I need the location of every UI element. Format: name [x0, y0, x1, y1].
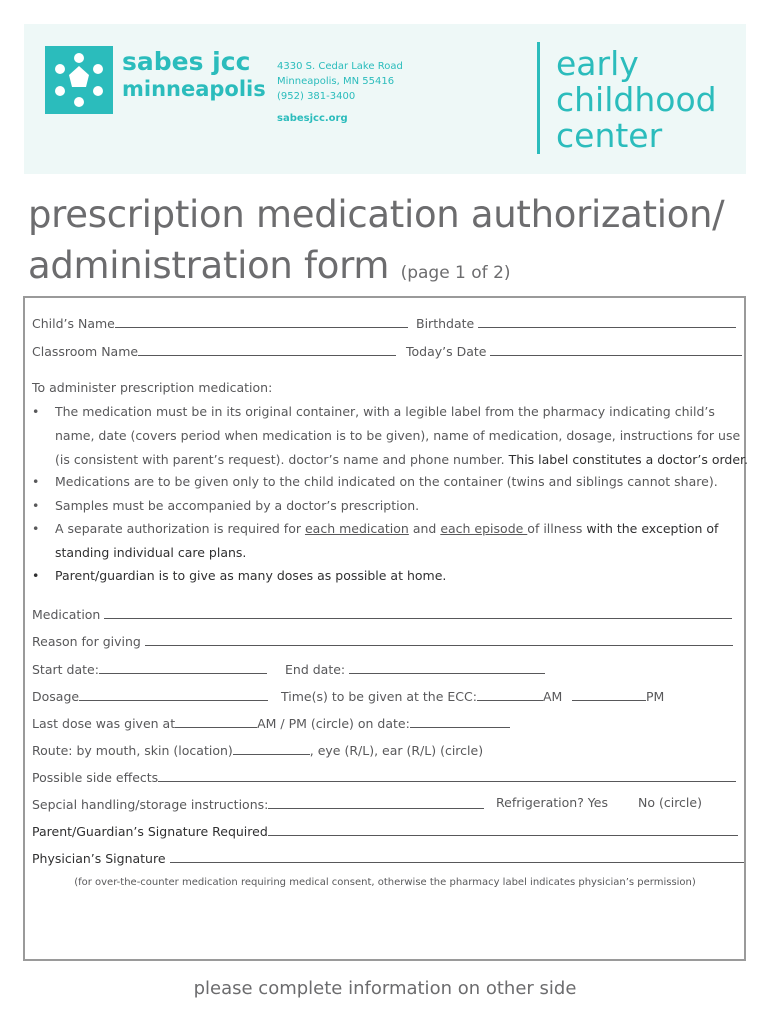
bullet-1-line-1: The medication must be in its original container, with a legible label from the pharmacy indicating child’s [55, 404, 715, 419]
birthdate-label: Birthdate [416, 316, 475, 331]
bullet-4-marker: • [32, 521, 40, 536]
dosage-input[interactable] [79, 687, 268, 701]
birthdate-input[interactable] [478, 314, 736, 328]
address-line-2: Minneapolis, MN 55416 [277, 76, 395, 87]
last-dose-field[interactable] [32, 714, 510, 731]
doctors-order-note: This label constitutes a doctor’s order. [504, 452, 748, 467]
refrigeration-no-option[interactable]: No (circle) [638, 795, 702, 810]
bullet-1-line-2: name, date (covers period when medication is to be given), name of medication, dosage, instructions for use [55, 428, 741, 443]
center-line-3: center [556, 116, 663, 155]
special-handling-input[interactable] [268, 795, 484, 809]
bullet-4-text-c: of illness [527, 521, 583, 536]
form-title [28, 189, 724, 299]
page-indicator: (page 1 of 2) [400, 263, 511, 283]
website-link[interactable]: sabesjcc.org [277, 113, 348, 124]
end-date-input[interactable] [349, 660, 545, 674]
side-effects-label: Possible side effects [32, 770, 159, 785]
each-medication-text: each medication [304, 521, 409, 536]
pm-time-field[interactable] [572, 687, 664, 704]
medication-label: Medication [32, 607, 101, 622]
bullet-5-text: Parent/guardian is to give as many doses as possible at home. [55, 568, 447, 583]
bullet-5-marker: • [32, 568, 40, 583]
address-block [277, 59, 403, 126]
bullet-4-line-1 [55, 521, 718, 536]
bullet-2-text: Medications are to be given only to the child indicated on the container (twins and siblings cannot share). [55, 474, 718, 489]
refrigeration-label: Refrigeration? Yes [496, 795, 608, 810]
reason-label: Reason for giving [32, 634, 141, 649]
logo-line-1: sabes jcc [122, 47, 251, 76]
center-name [556, 46, 717, 154]
route-label: Route: by mouth, skin (location) [32, 743, 233, 758]
special-handling-label: Sepcial handling/storage instructions: [32, 797, 269, 812]
instructions-intro: To administer prescription medication: [32, 380, 273, 395]
logo-line-2: minneapolis [122, 77, 266, 101]
bullet-1-marker: • [32, 404, 40, 419]
dosage-label: Dosage [32, 689, 80, 704]
special-handling-field[interactable] [32, 795, 484, 812]
bullet-1-line-3-text: (is consistent with parent’s request). doctor’s name and phone number. [55, 452, 505, 467]
childs-name-label: Child’s Name [32, 316, 115, 331]
center-line-2: childhood [556, 80, 717, 119]
childs-name-field[interactable] [32, 314, 408, 331]
route-options-label: , eye (R/L), ear (R/L) (circle) [309, 743, 484, 758]
bullet-4-text-a: A separate authorization is required for [55, 521, 305, 536]
bullet-3-text: Samples must be accompanied by a doctor’s prescription. [55, 498, 420, 513]
times-field[interactable] [281, 687, 562, 704]
pm-label: PM [646, 689, 665, 704]
physician-signature-input[interactable] [170, 849, 744, 863]
pm-time-input[interactable] [572, 687, 646, 701]
am-time-input[interactable] [477, 687, 543, 701]
organization-logo-text [122, 48, 266, 102]
address-line-1: 4330 S. Cedar Lake Road [277, 61, 403, 72]
title-line-2: administration form [28, 244, 390, 287]
side-effects-field[interactable] [32, 768, 736, 785]
parent-signature-field[interactable] [32, 822, 738, 839]
start-date-input[interactable] [99, 660, 267, 674]
bullet-4-line-2: standing individual care plans. [55, 545, 247, 560]
start-date-field[interactable] [32, 660, 267, 677]
todays-date-label: Today’s Date [406, 344, 487, 359]
physician-signature-field[interactable] [32, 849, 744, 866]
classroom-name-field[interactable] [32, 342, 396, 359]
end-date-field[interactable] [285, 660, 545, 677]
medication-field[interactable] [32, 605, 732, 622]
last-dose-label: Last dose was given at [32, 716, 176, 731]
classroom-name-input[interactable] [138, 342, 396, 356]
center-line-1: early [556, 44, 639, 83]
otc-note: (for over-the-counter medication requiring medical consent, otherwise the pharmacy label indicates physician’s permission) [74, 877, 696, 888]
bullet-3-marker: • [32, 498, 40, 513]
reason-input[interactable] [145, 632, 733, 646]
todays-date-input[interactable] [490, 342, 742, 356]
am-pm-circle-label: AM / PM (circle) on date: [257, 716, 410, 731]
side-effects-input[interactable] [158, 768, 736, 782]
last-dose-date-input[interactable] [410, 714, 510, 728]
bullet-1-line-3 [55, 452, 748, 467]
end-date-label: End date: [285, 662, 346, 677]
header-divider [537, 42, 540, 154]
footer-note: please complete information on other side [193, 978, 577, 999]
title-line-1: prescription medication authorization/ [28, 193, 725, 236]
todays-date-field[interactable] [406, 342, 742, 359]
refrigeration-field[interactable] [496, 795, 608, 810]
bullet-4-text-b: and [408, 521, 441, 536]
times-label: Time(s) to be given at the ECC: [281, 689, 477, 704]
parent-signature-label: Parent/Guardian’s Signature Required [32, 824, 268, 839]
classroom-name-label: Classroom Name [32, 344, 139, 359]
start-date-label: Start date: [32, 662, 99, 677]
parent-signature-input[interactable] [268, 822, 738, 836]
birthdate-field[interactable] [416, 314, 736, 331]
sabes-jcc-logo-icon [45, 46, 113, 114]
childs-name-input[interactable] [115, 314, 408, 328]
dosage-field[interactable] [32, 687, 268, 704]
exception-text: with the exception of [582, 521, 719, 536]
physician-signature-label: Physician’s Signature [32, 851, 166, 866]
each-episode-text: each episode [440, 521, 528, 536]
skin-location-input[interactable] [233, 741, 310, 755]
medication-input[interactable] [104, 605, 732, 619]
last-dose-time-input[interactable] [175, 714, 257, 728]
route-field[interactable] [32, 741, 483, 758]
phone-number: (952) 381-3400 [277, 91, 356, 102]
bullet-2-marker: • [32, 474, 40, 489]
am-label: AM [542, 689, 563, 704]
reason-field[interactable] [32, 632, 733, 649]
